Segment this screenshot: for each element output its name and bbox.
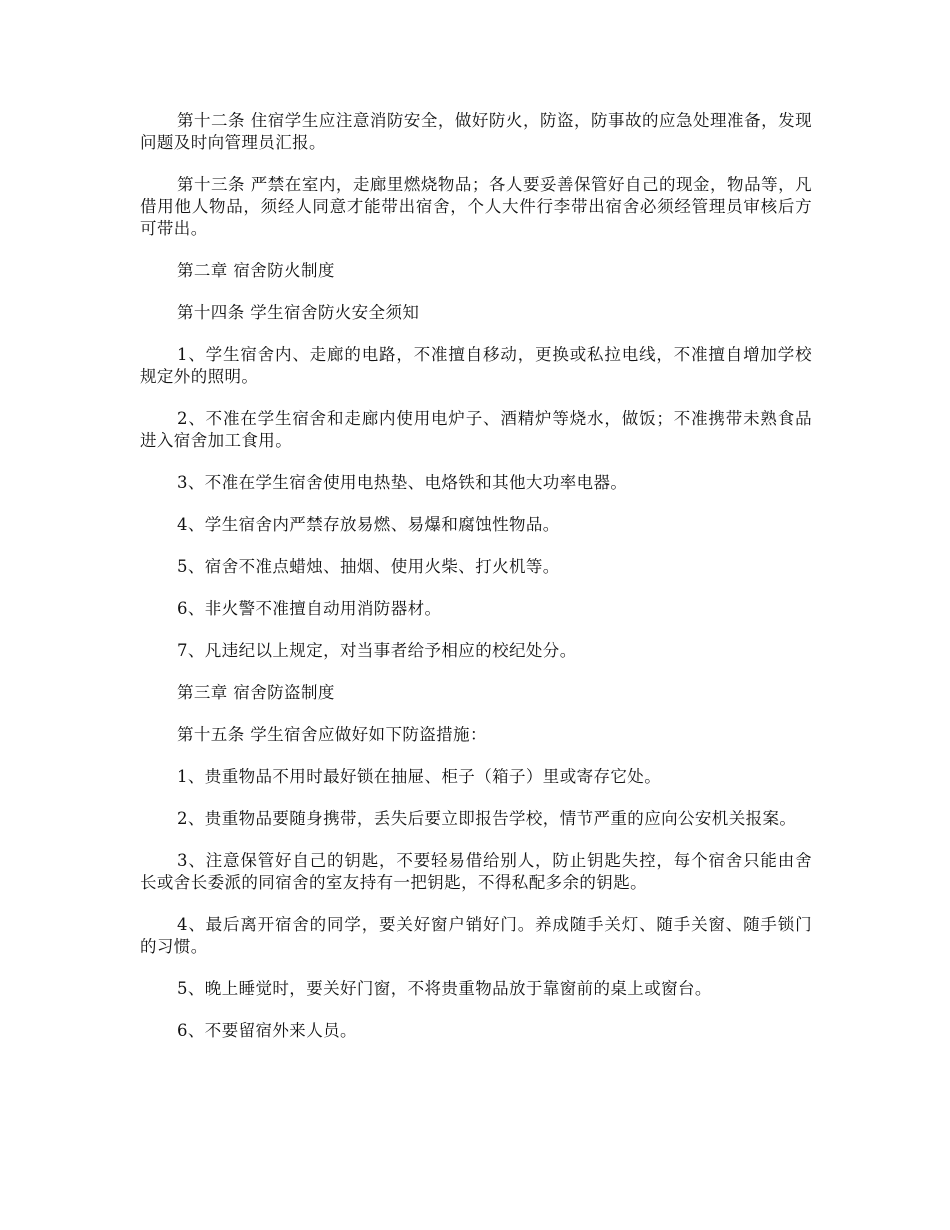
paragraph-article-14: 第十四条 学生宿舍防火安全须知 <box>177 303 420 322</box>
theft-rule-5: 5、晚上睡觉时，要关好门窗，不将贵重物品放于靠窗前的桌上或窗台。 <box>177 979 712 998</box>
document-body <box>140 110 812 1062</box>
theft-rule-3: 3、注意保管好自己的钥匙，不要轻易借给别人，防止钥匙失控，每个宿舍只能由舍长或舍长委派的同宿舍的室友持有一把钥匙，不得私配多余的钥匙。 <box>140 851 812 892</box>
fire-rule-1: 1、学生宿舍内、走廊的电路，不准擅自移动，更换或私拉电线，不准擅自增加学校规定外的照明。 <box>140 345 812 386</box>
theft-rule-1: 1、贵重物品不用时最好锁在抽屉、柜子（箱子）里或寄存它处。 <box>177 767 662 786</box>
fire-rule-4: 4、学生宿舍内严禁存放易燃、易爆和腐蚀性物品。 <box>177 515 560 534</box>
chapter-3-heading: 第三章 宿舍防盗制度 <box>177 683 335 702</box>
theft-rule-6: 6、不要留宿外来人员。 <box>177 1021 357 1040</box>
fire-rule-2: 2、不准在学生宿舍和走廊内使用电炉子、酒精炉等烧水，做饭；不准携带未熟食品进入宿舍加工食用。 <box>140 409 812 450</box>
theft-rule-2: 2、贵重物品要随身携带，丢失后要立即报告学校，情节严重的应向公安机关报案。 <box>177 809 797 828</box>
paragraph-article-13: 第十三条 严禁在室内，走廊里燃烧物品；各人要妥善保管好自己的现金，物品等，凡借用他人物品，须经人同意才能带出宿舍，个人大件行李带出宿舍必须经管理员审核后方可带出。 <box>140 175 812 238</box>
fire-rule-7: 7、凡违纪以上规定，对当事者给予相应的校纪处分。 <box>177 641 577 660</box>
fire-rule-5: 5、宿舍不准点蜡烛、抽烟、使用火柴、打火机等。 <box>177 557 560 576</box>
theft-rule-4: 4、最后离开宿舍的同学，要关好窗户销好门。养成随手关灯、随手关窗、随手锁门的习惯。 <box>140 915 812 956</box>
fire-rule-6: 6、非火警不准擅自动用消防器材。 <box>177 599 442 618</box>
paragraph-article-15: 第十五条 学生宿舍应做好如下防盗措施： <box>177 725 487 744</box>
paragraph-article-12: 第十二条 住宿学生应注意消防安全，做好防火，防盗，防事故的应急处理准备，发现问题及时向管理员汇报。 <box>140 111 812 152</box>
fire-rule-3: 3、不准在学生宿舍使用电热垫、电烙铁和其他大功率电器。 <box>177 473 628 492</box>
chapter-2-heading: 第二章 宿舍防火制度 <box>177 261 335 280</box>
